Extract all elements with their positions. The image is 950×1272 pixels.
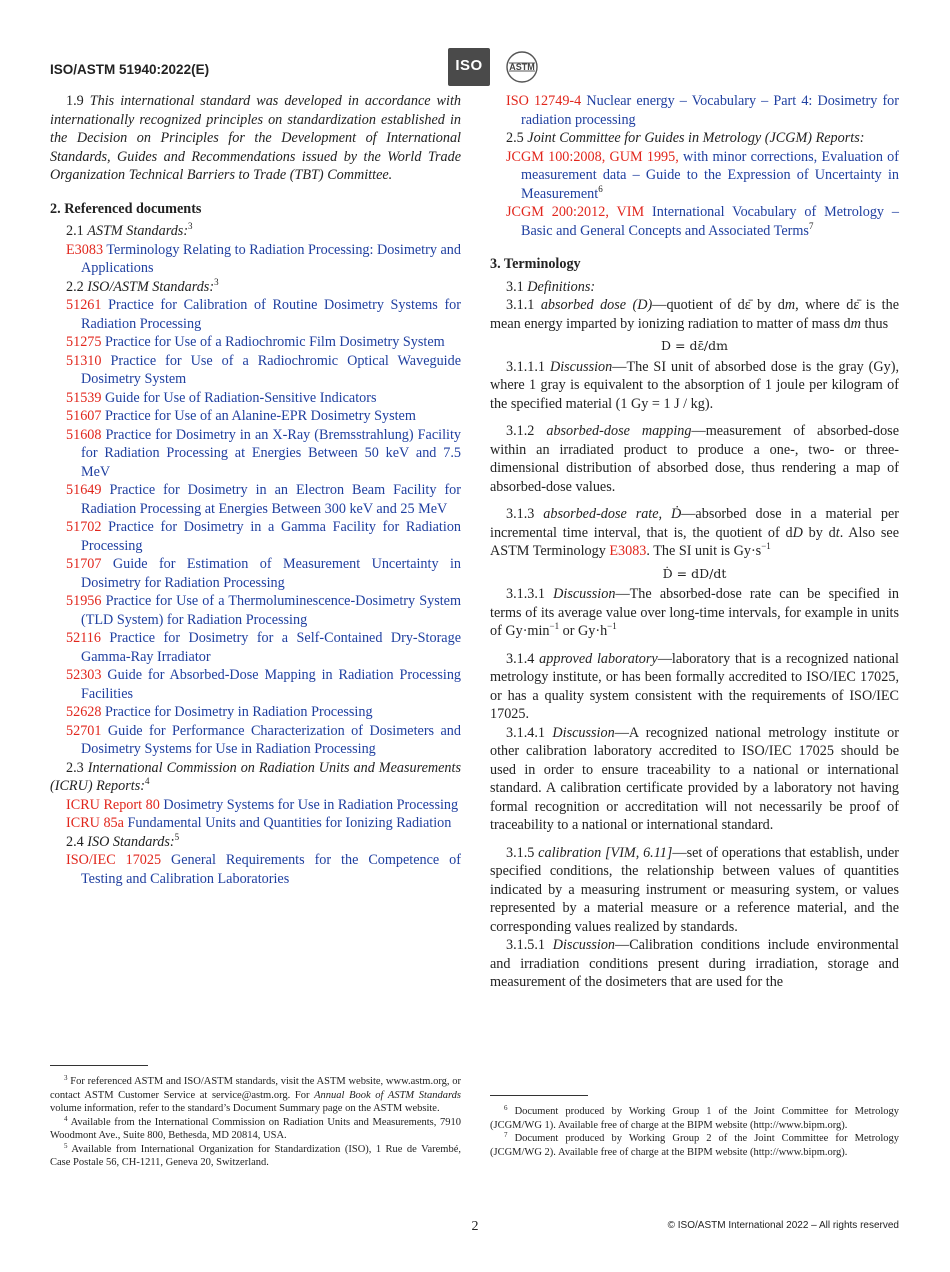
reference-code[interactable]: 51649 <box>66 482 102 498</box>
copyright-notice: © ISO/ASTM International 2022 – All rights reserved <box>667 1220 899 1231</box>
reference-title[interactable]: Practice for Use of a Radiochromic Optical Waveguide Dosimetry System <box>81 352 462 387</box>
subsection-2-2: 2.2 ISO/ASTM Standards:$^3$ <box>66 276 219 295</box>
reference-code[interactable]: 51956 <box>66 593 102 609</box>
discussion-3-1-5-1: 3.1.5.1 Discussion—Calibration conditions include environmental and irradiation conditions present during irradiation, storage and measurement of the dosimeters that are used for the <box>490 937 899 990</box>
reference-item <box>50 333 461 352</box>
reference-code[interactable]: ISO/IEC 17025 <box>66 852 162 868</box>
iso-reference-list <box>50 851 461 888</box>
reference-item <box>50 296 461 333</box>
reference-title[interactable]: Practice for Dosimetry in Radiation Processing <box>105 704 373 720</box>
reference-item <box>50 814 461 833</box>
reference-item <box>50 389 461 408</box>
term-3-1-4: 3.1.4 approved laboratory—laboratory that is a recognized national metrology institute, or has been formally accredited to ISO/IEC 17025, or has a quality system consistent with the requirements of ISO/IEC 17025. <box>490 650 900 722</box>
reference-code[interactable]: 52701 <box>66 722 102 739</box>
reference-title[interactable]: Practice for Use of an Alanine-EPR Dosimetry System <box>105 408 416 424</box>
reference-title[interactable]: International Vocabulary of Metrology – Basic and General Concepts and Associated Terms <box>521 204 900 239</box>
footnote-rule-left <box>50 1065 148 1066</box>
terminology-link[interactable]: E3083 <box>609 543 647 559</box>
reference-item <box>50 407 461 426</box>
document-id: ISO/ASTM 51940:2022(E) <box>50 62 210 77</box>
icru-reference-list <box>50 796 461 833</box>
reference-item <box>50 518 461 555</box>
footnote: $^7$ Document produced by Working Group 2 of the Joint Committee for Metrology (JCGM/WG 2). Available free of charge at the BIPM website (http://www.bipm.org). <box>490 1131 900 1158</box>
subsection-3-1: 3.1 Definitions: <box>506 278 596 295</box>
reference-item <box>50 796 461 815</box>
reference-code[interactable]: 51539 <box>66 389 102 406</box>
equation-absorbed-dose-rate: Ḋ = dD/dt <box>662 565 727 581</box>
reference-title[interactable]: Guide for Use of Radiation-Sensitive Indicators <box>105 389 377 406</box>
footnote: $^5$ Available from International Organization for Standardization (ISO), 1 Rue de Varembé, Case Postale 56, CH-1211, Geneva 20, Switzerland. <box>50 1141 462 1168</box>
reference-title[interactable]: Guide for Performance Characterization of Dosimeters and Dosimetry Systems for Use in Radiation Processing <box>81 722 461 757</box>
reference-code[interactable]: 51707 <box>66 556 102 572</box>
term-3-1-1: 3.1.1 absorbed dose (D)—quotient of dε̄ by dm, where dε̄ is the mean energy imparted by ionizing radiation to matter of mass dm thus <box>490 297 899 332</box>
reference-item <box>50 592 461 629</box>
reference-title[interactable]: Nuclear energy – Vocabulary – Part 4: Dosimetry for radiation processing <box>521 93 899 128</box>
reference-title[interactable]: Guide for Estimation of Measurement Uncertainty in Dosimetry for Radiation Processing <box>81 556 461 591</box>
iso-astm-reference-list <box>50 296 461 759</box>
reference-item <box>50 352 461 389</box>
footnotes-right <box>490 1105 899 1159</box>
reference-code[interactable]: 51310 <box>66 352 102 369</box>
iso-reference-list-continued <box>490 92 899 129</box>
reference-title[interactable]: Practice for Calibration of Routine Dosimetry Systems for Radiation Processing <box>81 297 461 332</box>
discussion-3-1-3-1: 3.1.3.1 Discussion—The absorbed-dose rate can be specified in terms of its average value over long-time intervals, for example in units of $Gy\cdot\min^{-1}$ or $Gy\cdot h^{-1}$ <box>490 586 900 639</box>
reference-code[interactable]: ISO 12749-4 <box>506 93 582 109</box>
reference-item <box>50 555 461 592</box>
reference-code[interactable]: 51608 <box>66 426 102 443</box>
section-2-heading: 2. Referenced documents <box>50 200 202 217</box>
jcgm-reference-200: JCGM 200:2012, VIM International Vocabulary of Metrology – Basic and General Concepts and Associated Terms$^7$ <box>506 204 900 239</box>
reference-item <box>50 851 461 888</box>
astm-logo <box>503 49 541 85</box>
term-3-1-3: 3.1.3 absorbed-dose rate, Ḋ—absorbed dose in a material per incremental time interval, that is, the quotient of dD by dt. Also see ASTM Terminology E3083. The SI unit is $Gy\cdot s^{-1}$ <box>490 506 900 559</box>
reference-title[interactable]: Practice for Use of a Radiochromic Film Dosimetry System <box>105 334 445 350</box>
reference-code[interactable]: JCGM 200:2012, VIM <box>506 204 645 220</box>
subsection-2-1: 2.1 ASTM Standards:$^3$ <box>66 221 193 239</box>
reference-code[interactable]: 52628 <box>66 704 102 720</box>
astm-reference-list <box>50 241 461 278</box>
reference-title[interactable]: Practice for Use of a Thermoluminescence-Dosimetry System (TLD System) for Radiation Processing <box>81 593 462 628</box>
reference-item <box>50 629 461 666</box>
reference-title[interactable]: with minor corrections, Evaluation of measurement data – Guide to the Expression of Uncertainty in Measurement <box>521 148 899 202</box>
right-column <box>490 92 899 992</box>
subsection-2-5: 2.5 Joint Committee for Guides in Metrology (JCGM) Reports: <box>506 130 865 146</box>
footnotes-left <box>50 1075 461 1170</box>
reference-code[interactable]: ICRU Report 80 <box>66 796 160 813</box>
reference-code[interactable]: 51702 <box>66 519 102 535</box>
reference-item <box>50 722 461 759</box>
reference-code[interactable]: 52303 <box>66 667 102 683</box>
footnote: $^3$ For referenced ASTM and ISO/ASTM standards, visit the ASTM website, www.astm.org, or contact ASTM Customer Service at service@astm.org. For Annual Book of ASTM Standards volume information, refer to the standard’s Document Summary page on the ASTM website. <box>50 1074 461 1114</box>
jcgm-reference-100: JCGM 100:2008, GUM 1995, with minor corrections, Evaluation of measurement data – Guide to the Expression of Uncertainty in Measurement$^6$ <box>506 148 899 202</box>
reference-title[interactable]: Terminology Relating to Radiation Processing: Dosimetry and Applications <box>81 241 461 276</box>
reference-title[interactable]: Practice for Dosimetry for a Self-Contained Dry-Storage Gamma-Ray Irradiator <box>81 630 461 665</box>
section-3-heading: 3. Terminology <box>490 256 581 272</box>
footnote: $^4$ Available from the International Commission on Radiation Units and Measurements, 7910 Woodmont Ave., Suite 800, Bethesda, MD 20814, USA. <box>50 1114 462 1141</box>
reference-item <box>50 703 461 722</box>
iso-logo <box>448 48 490 86</box>
subsection-2-4: 2.4 ISO Standards:$^5$ <box>66 831 180 850</box>
reference-code[interactable]: 51607 <box>66 408 102 424</box>
iso-logo-text: ISO <box>455 57 483 74</box>
reference-code[interactable]: E3083 <box>66 241 104 258</box>
reference-title[interactable]: Practice for Dosimetry in an Electron Beam Facility for Radiation Processing at Energies Between 300 keV and 25 MeV <box>81 482 462 517</box>
equation-absorbed-dose: D = dε̄/dm <box>661 338 728 353</box>
reference-code[interactable]: 51275 <box>66 334 102 350</box>
reference-item <box>490 92 899 129</box>
left-column <box>50 92 461 888</box>
reference-item <box>50 426 461 482</box>
reference-title[interactable]: Guide for Absorbed-Dose Mapping in Radiation Processing Facilities <box>81 667 462 702</box>
reference-title[interactable]: Fundamental Units and Quantities for Ionizing Radiation <box>127 815 452 831</box>
footnote-rule-right <box>490 1095 588 1096</box>
subsection-2-3: 2.3 International Commission on Radiation Units and Measurements (ICRU) Reports:$^4$ <box>50 759 461 794</box>
reference-code[interactable]: 51261 <box>66 297 102 313</box>
reference-item <box>50 241 461 278</box>
term-3-1-5: 3.1.5 calibration [VIM, 6.11]—set of operations that establish, under specified conditions, the relationship between values of quantities indicated by a measuring instrument or measuring system, or values represented by a material measure or a reference material, and the corresponding values realized by standards. <box>490 844 899 935</box>
astm-logo-text: ASTM <box>509 62 535 72</box>
reference-code[interactable]: JCGM 100:2008, GUM 1995, <box>506 148 679 165</box>
reference-title[interactable]: Dosimetry Systems for Use in Radiation Processing <box>163 796 459 813</box>
paragraph-1-9: 1.9 This international standard was developed in accordance with internationally recognized principles on standardization established in the Decision on Principles for the Development of International Standards, Guides and Recommendations issued by the World Trade Organization Technical Barriers to Trade (TBT) Committee. <box>50 93 461 183</box>
term-3-1-2: 3.1.2 absorbed-dose mapping—measurement of absorbed-dose within an irradiated product to produce a one-, two- or three-dimensional distribution of absorbed dose, thus rendering a map of absorbed-dose values. <box>490 423 899 495</box>
footnote: $^6$ Document produced by Working Group 1 of the Joint Committee for Metrology (JCGM/WG 1). Available free of charge at the BIPM website (http://www.bipm.org). <box>490 1104 900 1131</box>
reference-code[interactable]: ICRU 85a <box>66 815 124 831</box>
discussion-3-1-4-1: 3.1.4.1 Discussion—A recognized national metrology institute or other calibration laboratory accredited to ISO/IEC 17025 should be used in order to ensure traceability to a national or international standard. A calibration certificate provided by a laboratory not having formal recognition or accreditation will not necessarily be proof of traceability to a national or international standard. <box>490 724 900 833</box>
reference-item <box>50 666 461 703</box>
page-number: 2 <box>471 1219 479 1234</box>
reference-code[interactable]: 52116 <box>66 630 101 646</box>
reference-title[interactable]: Practice for Dosimetry in a Gamma Facility for Radiation Processing <box>81 519 462 554</box>
discussion-3-1-1-1: 3.1.1.1 Discussion—The SI unit of absorbed dose is the gray (Gy), where 1 gray is equivalent to the absorption of 1 joule per kilogram of the specified material (1 Gy = 1 J / kg). <box>490 358 900 412</box>
reference-title[interactable]: Practice for Dosimetry in an X-Ray (Bremsstrahlung) Facility for Radiation Processing at Energies Between 50 keV and 7.5 MeV <box>81 426 462 480</box>
reference-title[interactable]: General Requirements for the Competence of Testing and Calibration Laboratories <box>81 852 461 887</box>
reference-item <box>50 481 461 518</box>
